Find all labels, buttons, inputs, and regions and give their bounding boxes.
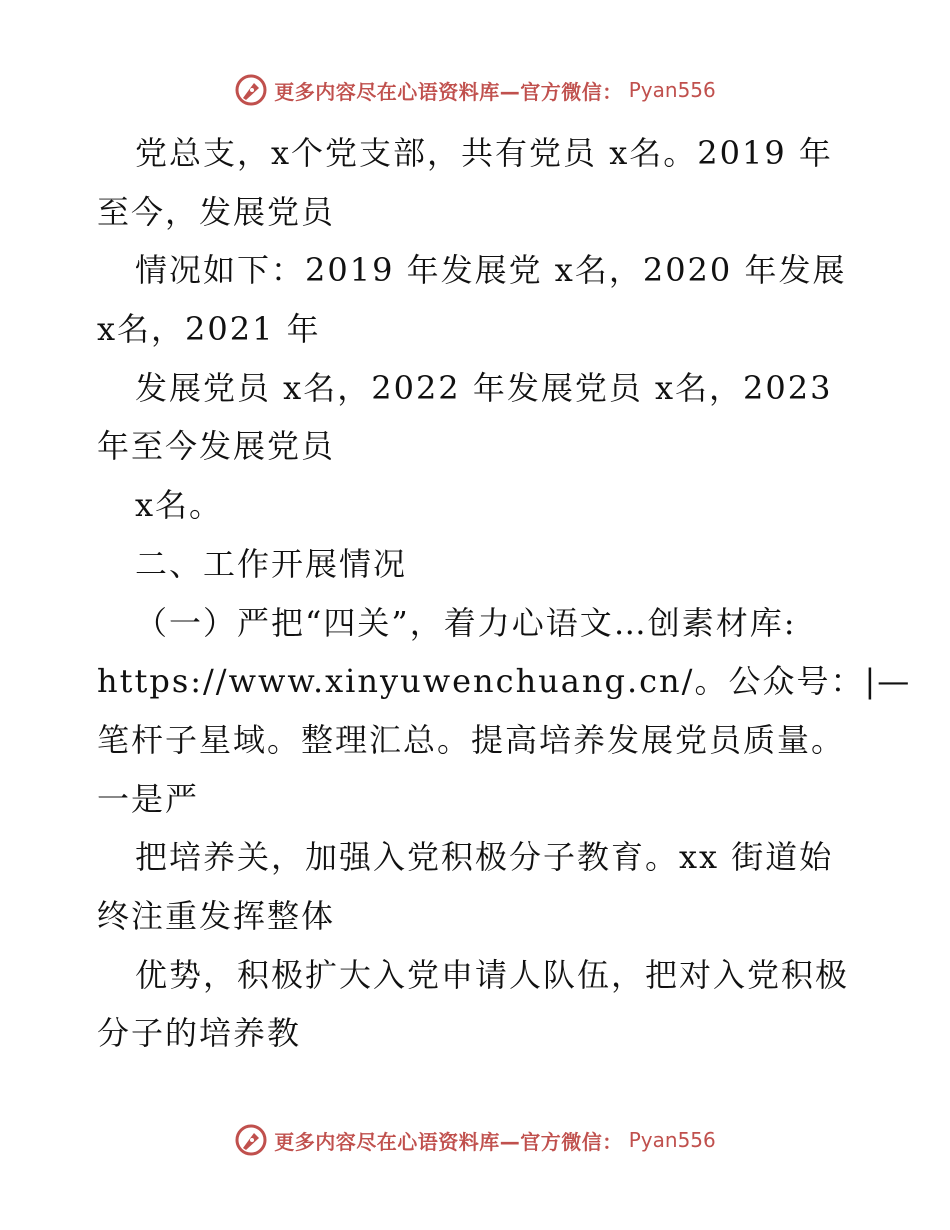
paragraph-line: 终注重发挥整体 [97,896,336,935]
paragraph-line: 发展党员 x名，2022 年发展党员 x名，2023 [135,368,833,407]
paragraph-line: 党总支，x个党支部，共有党员 x名。2019 年 [135,134,833,172]
paragraph-line: 情况如下：2019 年发展党 x名，2020 年发展 [135,251,847,290]
paragraph-line: 笔杆子星域。整理汇总。提高培养发展党员质量。 [97,720,846,759]
pen-nib-logo-icon [234,73,268,107]
watermark-banner-bottom [0,1120,950,1160]
paragraph-line: x名，2021 年 [97,310,321,349]
watermark-wechat-id: Pyan556 [628,1128,716,1152]
watermark-text: 更多内容尽在心语资料库—官方微信： [274,1129,623,1154]
subsection-heading: （一）严把“四关”，着力心语文…创素材库: [135,603,797,642]
watermark-text: 更多内容尽在心语资料库—官方微信： [274,79,623,104]
section-heading: 二、工作开展情况 [135,544,408,583]
paragraph-line: 分子的培养教 [97,1014,302,1053]
pen-nib-logo-icon [234,1123,268,1157]
paragraph-line: 把培养关，加强入党积极分子教育。xx 街道始 [135,838,834,877]
watermark-wechat-id: Pyan556 [628,78,716,102]
paragraph-line: 年至今发展党员 [97,427,336,466]
paragraph-line: x名。 [135,486,224,525]
watermark-banner-top [0,70,950,110]
document-body [97,124,912,1063]
paragraph-line: 优势，积极扩大入党申请人队伍，把对入党积极 [135,955,850,994]
paragraph-line: 至今，发展党员 [97,192,336,231]
paragraph-line: https://www.xinyuwenchuang.cn/。公众号：|— [97,662,912,701]
paragraph-line: 一是严 [97,779,200,818]
